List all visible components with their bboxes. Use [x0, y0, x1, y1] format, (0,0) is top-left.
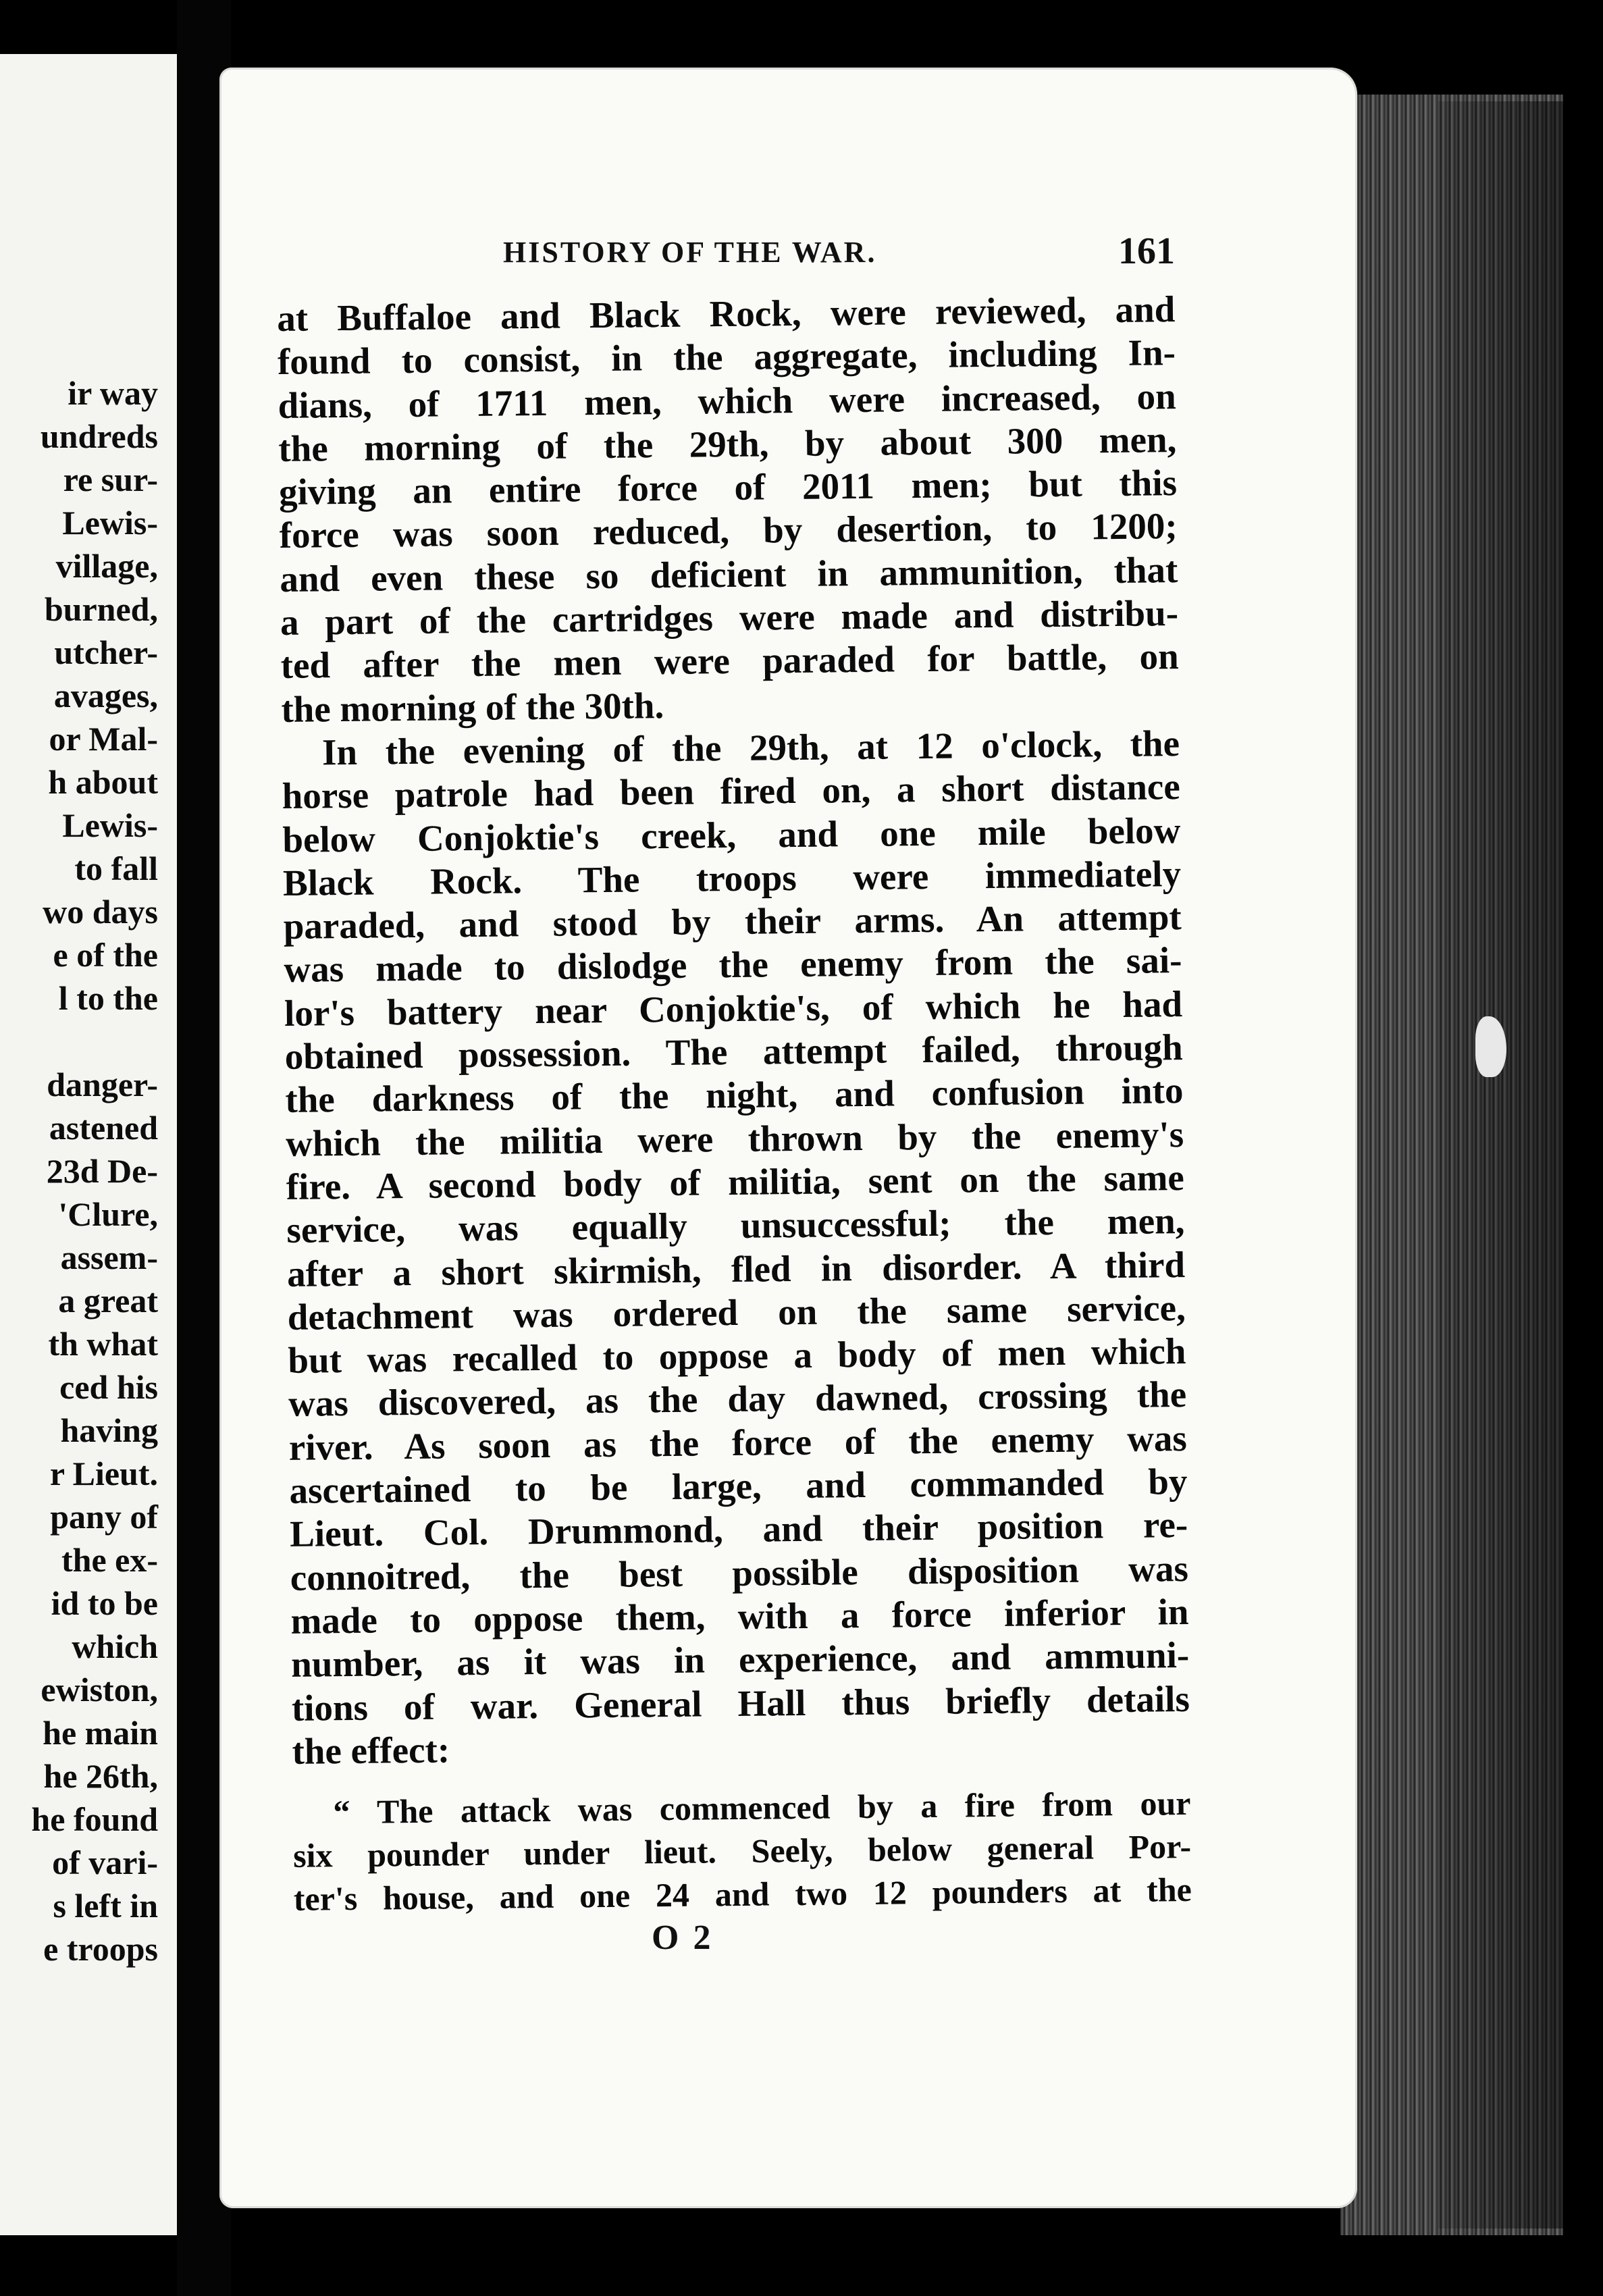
text-line: after a short skirmish, fled in disorder. A third	[286, 1243, 1186, 1295]
left-line: assem-	[60, 1238, 158, 1276]
running-title: HISTORY OF THE WAR.	[503, 236, 877, 269]
left-line: of vari-	[52, 1844, 158, 1881]
page-header	[270, 230, 1175, 277]
text-line: but was recalled to oppose a body of men which	[288, 1330, 1186, 1382]
text-line: fire. A second body of militia, sent on the same	[286, 1156, 1185, 1207]
left-line: th what	[48, 1325, 158, 1363]
text-line: the effect:	[292, 1729, 450, 1772]
text-line: the darkness of the night, and confusion into	[285, 1070, 1184, 1121]
left-line: 23d De-	[46, 1152, 158, 1190]
left-line: he 26th,	[43, 1757, 158, 1795]
left-line: r Lieut.	[49, 1455, 158, 1492]
paragraph-gap	[0, 1020, 158, 1063]
text-line: made to oppose them, with a force inferior in	[290, 1590, 1189, 1642]
text-line: ted after the men were paraded for battle, on	[280, 635, 1179, 687]
text-line: at Buffaloe and Black Rock, were reviewed, and	[277, 288, 1176, 339]
fore-edge-shadow	[1438, 101, 1573, 2228]
text-line: below Conjoktie's creek, and one mile below	[282, 809, 1181, 860]
text-line: river. As soon as the force of the enemy was	[288, 1417, 1188, 1468]
left-line: ewiston,	[41, 1671, 158, 1708]
quote-line: “ The attack was commenced by a fire from our	[333, 1784, 1191, 1831]
text-line: which the militia were thrown by the enemy's	[285, 1113, 1184, 1164]
left-line: id to be	[51, 1584, 158, 1622]
previous-page-fragment	[0, 54, 181, 2235]
paragraph-continued	[277, 288, 1180, 731]
text-line: paraded, and stood by their arms. An attempt	[283, 896, 1182, 947]
text-line: the morning of the 29th, by about 300 men,	[278, 418, 1177, 469]
signature-mark: O 2	[652, 1919, 714, 1957]
text-line: force was soon reduced, by desertion, to 1200;	[279, 505, 1178, 556]
left-line: he found	[31, 1800, 158, 1838]
text-line: connoitred, the best possible disposition was	[290, 1547, 1189, 1598]
text-line: ascertained to be large, and commanded by	[289, 1460, 1188, 1511]
text-line: found to consist, in the aggregate, including In-	[277, 332, 1176, 383]
left-line: which	[72, 1627, 158, 1665]
block-quote	[292, 1781, 1192, 1921]
left-line: ced his	[59, 1368, 158, 1406]
text-line: the morning of the 30th.	[281, 684, 664, 730]
left-line: avages,	[53, 677, 158, 714]
left-line: danger-	[47, 1066, 158, 1103]
text-line: number, as it was in experience, and ammuni-	[290, 1634, 1190, 1686]
left-line: e of the	[53, 936, 158, 974]
text-line: a part of the cartridges were made and distribu-	[280, 592, 1179, 644]
text-line: tions of war. General Hall thus briefly details	[291, 1677, 1190, 1729]
left-line: wo days	[43, 893, 158, 931]
text-line: obtained possession. The attempt failed, through	[284, 1026, 1184, 1077]
left-line: h about	[48, 763, 158, 801]
text-line: and even these so deficient in ammunition, that	[280, 548, 1178, 600]
left-line: burned,	[44, 590, 158, 628]
left-line: l to the	[58, 979, 158, 1017]
left-line: Lewis-	[62, 504, 158, 542]
left-line: village,	[55, 547, 158, 585]
left-line: e troops	[43, 1930, 158, 1968]
left-line: he main	[43, 1714, 158, 1752]
text-line: giving an entire force of 2011 men; but this	[278, 462, 1178, 513]
text-line: was discovered, as the day dawned, crossing the	[288, 1374, 1187, 1425]
left-line: Lewis-	[62, 806, 158, 844]
page-body	[277, 288, 1192, 1921]
text-line: lor's battery near Conjoktie's, of which he had	[284, 983, 1183, 1034]
left-line: the ex-	[61, 1541, 158, 1579]
left-line: utcher-	[54, 633, 158, 671]
text-line: horse patrole had been fired on, a short distance	[282, 766, 1180, 817]
text-line: detachment was ordered on the same service,	[287, 1286, 1186, 1338]
previous-page-text	[0, 371, 158, 1971]
paragraph	[282, 722, 1190, 1773]
left-line: astened	[49, 1109, 158, 1147]
text-line: was made to dislodge the enemy from the sai-	[284, 939, 1182, 991]
left-line: ir way	[68, 374, 158, 412]
text-line: Black Rock. The troops were immediately	[282, 852, 1182, 904]
text-line: In the evening of the 29th, at 12 o'clock, the	[321, 723, 1180, 773]
left-line: 'Clure,	[58, 1195, 158, 1233]
text-line: dians, of 1711 men, which were increased, on	[278, 375, 1176, 426]
left-line: re sur-	[63, 461, 158, 498]
left-line: s left in	[53, 1887, 158, 1925]
left-line: having	[60, 1411, 158, 1449]
quote-line: six pounder under lieut. Seely, below general Por-	[292, 1827, 1192, 1875]
left-line: pany of	[50, 1498, 158, 1536]
text-line: Lieut. Col. Drummond, and their position re-	[289, 1504, 1188, 1555]
left-line: undreds	[40, 417, 158, 455]
left-line: a great	[58, 1282, 158, 1320]
text-line: service, was equally unsuccessful; the men,	[286, 1200, 1185, 1251]
quote-line: ter's house, and one 24 and two 12 pounders at the	[293, 1871, 1192, 1918]
left-line: or Mal-	[49, 720, 158, 758]
left-line: to fall	[74, 850, 158, 887]
page-number: 161	[1118, 230, 1175, 272]
